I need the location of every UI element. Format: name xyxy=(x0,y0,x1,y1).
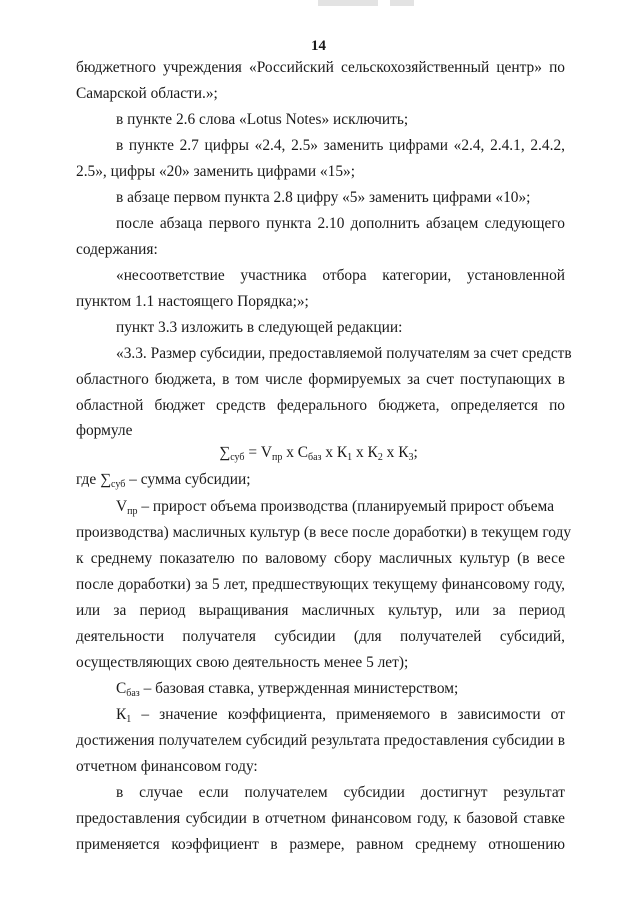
text-line: формуле xyxy=(76,422,133,439)
text-line: достижения получателем субсидий результата предоставления субсидии в xyxy=(76,732,565,749)
text-line: в случае если получателем субсидии достигнут результат xyxy=(116,784,565,801)
text-line: осуществляющих свою деятельность менее 5 лет); xyxy=(76,654,409,671)
text-line: пунктом 1.1 настоящего Порядка;»; xyxy=(76,293,309,310)
scan-artifact xyxy=(390,0,414,6)
page-number: 14 xyxy=(311,38,326,54)
text-line: после абзаца первого пункта 2.10 дополнить абзацем следующего xyxy=(116,215,565,232)
text-line: или за период выращивания масличных культур, или за период xyxy=(76,602,565,619)
text-line: «3.3. Размер субсидии, предоставляемой получателям за счет средств xyxy=(116,345,572,362)
text-line: пункт 3.3 изложить в следующей редакции: xyxy=(116,319,403,336)
text-line: Самарской области.»; xyxy=(76,85,218,102)
text-line: областной бюджет средств федерального бюджета, определяется по xyxy=(76,397,565,414)
text-line: «несоответствие участника отбора категории, установленной xyxy=(116,267,565,284)
subsidy-formula: $\sum_{суб} = V_{пр}$ х $С_{баз}$ х $К_1$ х $К_2$ х $К_3$; xyxy=(219,444,418,463)
text-line: $V_{пр}$ – прирост объема производства (планируемый прирост объема xyxy=(116,498,555,517)
text-line: содержания: xyxy=(76,241,158,258)
text-line: бюджетного учреждения «Российский сельскохозяйственный центр» по xyxy=(76,59,565,76)
text-line: предоставления субсидии в отчетном финансовом году, к базовой ставке xyxy=(76,810,565,827)
scan-artifact xyxy=(318,0,378,6)
text-line: производства) масличных культур (в весе после доработки) в текущем году xyxy=(76,524,572,541)
text-line: $К_1$ – значение коэффициента, применяемого в зависимости от xyxy=(116,706,565,725)
text-line: в пункте 2.7 цифры «2.4, 2.5» заменить цифрами «2.4, 2.4.1, 2.4.2, xyxy=(116,137,565,154)
sum-symbol: ∑ xyxy=(219,444,231,461)
text-line: отчетном финансовом году: xyxy=(76,758,258,775)
text-line: применяется коэффициент в размере, равном среднему отношению xyxy=(76,836,565,853)
text-line: $С_{баз}$ – базовая ставка, утвержденная министерством; xyxy=(116,680,459,699)
text-line: после доработки) за 5 лет, предшествующих текущему финансовому году, xyxy=(76,576,565,593)
text-line: в пункте 2.6 слова «Lotus Notes» исключить; xyxy=(116,111,409,128)
text-line: где $\sum_{суб}$ – сумма субсидии; xyxy=(76,471,251,490)
text-line: деятельности получателя субсидии (для получателей субсидий, xyxy=(76,628,565,645)
text-line: 2.5», цифры «20» заменить цифрами «15»; xyxy=(76,163,355,180)
text-line: к среднему показателю по валовому сбору масличных культур (в весе xyxy=(76,550,565,567)
text-line: областного бюджета, в том числе формируемых за счет поступающих в xyxy=(76,371,565,388)
text-line: в абзаце первом пункта 2.8 цифру «5» заменить цифрами «10»; xyxy=(116,189,531,206)
